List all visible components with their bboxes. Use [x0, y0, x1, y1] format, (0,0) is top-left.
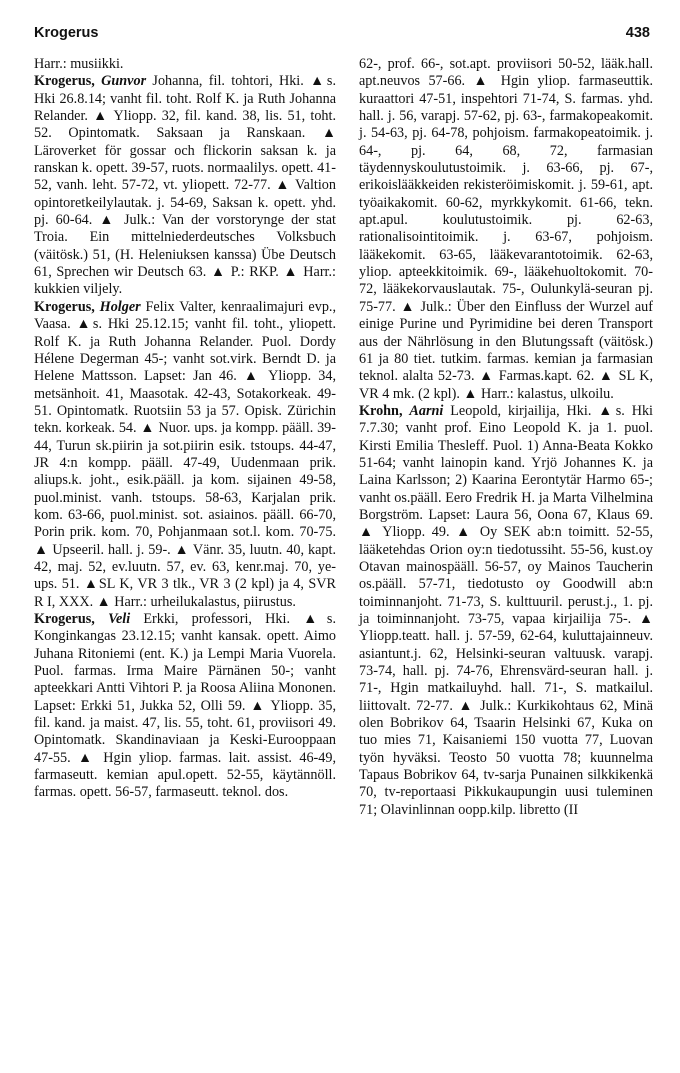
biography-entry — [34, 611, 336, 802]
entry-given-name: Holger — [99, 298, 141, 315]
page-number: 438 — [625, 25, 650, 41]
entry-text: Leopold, kirjailija, Hki. ▲s. Hki 7.7.30; vanht prof. Eino Leopold K. ja 1. puol. Kirsti Emilia Thesleff. Puol. 1) Anna-Beata Kokko 51-64; vanht lainopin kand. Yrjö Johannes K. ja Laina Karlsson; 2) Kaarina Eerontytär Harmo 65-; vanht os.pääll. Eero Fredrik H. ja Marta Vilhelmina Borgström. Lapset: Laura 56, Oona 67, Klaus 69. ▲ Yliopp. 49. ▲ Oy SEK ab:n toimitt. 52-55, lääketehdas Orion oy:n tiedotussiht. 55-56, kust.oy Otavan mainospääll. 56-57, oy Mainos Taucherin os.pääll. 57-71, tiedotusto oy Goodwill ab:n toiminnanjoht. 71-73, S. kulttuuril. perust.j., 1. pj. ja toiminnanjoht. 73-75, vapaa kirjailija 75-. ▲ Yliopp.teatt. hall. j. 57-59, 62-64, kuluttajainneuv. asiantunt.j. 62, Helsinki-seuran valtuusk. varapj. 73-74, hall. pj. 74-76, Ehrensvärd-seuran hall. j. 71-, Hgin matkailuyhd. hall. 71-, S. matkailul. liittovalt. 72-77. ▲ Julk.: Kurkikohtaus 62, Minä olen Bobrikov 64, Tsaarin Helsinki 67, Kuka on tuo mies 71, Kaisaniemi 150 vuotta 77, Luovan työn hyväksi. Teosto 50 vuotta 78; kuunnelma Tapaus Bobrikov 64, tv-sarja Punainen silkkikenkä 70, tv-reportaasi Pikkukaupungin uusi tuleminen 71; Olavinlinnan oopp.kilp. libretto (II — [359, 402, 653, 818]
entry-text: Johanna, fil. tohtori, Hki. ▲s. Hki 26.8.14; vanht fil. toht. Rolf K. ja Ruth Johanna Relander. ▲ Yliopp. 32, fil. kand. 38, lis. 51, toht. 52. Opintomatk. Saksaan ja Ranskaan. ▲ Läroverket för gossar och flickorin saksan k. ja ranskan k. opett. 39-57, ruots. normaalilys. opett. 41-52, vanh. leht. 57-72, vt. yliopett. 72-77. ▲ Valtion opintoretkeilylautak. j. 54-69, Saksan k. opett. yhd. pj. 60-64. ▲ Julk.: Van der vorstorynge der stat Troia. Ein mittelniederdeutsches Volksbuch (väitösk.) 51, (H. Heleniuksen kanssa) Übe Deutsch 61, Sprechen wir Deutsch 63. ▲ P.: RKP. ▲ Harr.: kukkien viljely. — [34, 73, 336, 298]
entry-given-name: Veli — [108, 611, 131, 627]
head-word: Krogerus — [34, 25, 99, 41]
entry-surname: Krogerus, — [34, 73, 95, 90]
biography-entry — [359, 403, 653, 819]
right-column — [359, 56, 653, 819]
entry-surname: Krogerus, — [34, 298, 95, 315]
biography-entry — [34, 73, 336, 298]
continuation-text: 62-, prof. 66-, sot.apt. proviisori 50-52, lääk.hall. apt.neuvos 57-66. ▲ Hgin yliop. farmaseuttik. kuraattori 47-51, inspehtori 71-74, S. farmas. yhd. hall. j. 56, varapj. 57-62, pj. 63-, farmakopeakomit. j. 54-63, pj. 64-78, pohjoism. farmakopeatoimik. j. 64-, pj. 64, 68, 72, farmasian täydennyskoulutustoimik. j. 63-66, pj. 67-, erikoislääkkeiden rekisteröimiskomit. j. 59-61, apt. työaikakomit. 60-62, myrkkykomit. 61-66, tekn. apt.apul. koulutustoimik. pj. 62-63, rationalisointitoimik. j. 63-67, pohjoism. lääkekomit. 63-65, lääkevarantotoimik. 62-63, yliop. apteekkitoimik. 69-, lääkehuoltokomit. 70-72, lääkekorvauslautak. 75-, Oulunkylä-seuran pj. 75-77. ▲ Julk.: Über den Einfluss der Wurzel auf einige Purine und Pyrimidine bei deren Transport aus der Nährlösung in den Blutungssaft (väitösk.) 61 ja 80 tiet. tutkim. farmas. kemian ja farmasian teknol. alalta 52-73. ▲ Farmas.kapt. 62. ▲ SL K, VR 4 mk. (2 kpl). ▲ Harr.: kalastus, ulkoilu. — [359, 56, 653, 402]
entry-text: Erkki, professori, Hki. ▲s. Konginkangas 23.12.15; vanht kansak. opett. Aimo Juhana Ritoniemi (ent. K.) ja Lempi Maria Vuorela. Puol. farmas. Irma Maire Pärnänen 50-; vanht apteekkari Antti Vihtori P. ja Roosa Aliina Mononen. Lapset: Erkki 51, Jukka 52, Olli 59. ▲ Yliopp. 35, fil. kand. ja maist. 47, lis. 55, toht. 61, proviisori 49. Opintomatk. Skandinaviaan ja Keski-Eurooppaan 47-55. ▲ Hgin yliop. farmas. lait. assist. 46-49, farmaseutt. kemian apul.opett. 52-55, käytännöll. farmas. opett. 56-57, farmaseutt. teknol. dos. — [34, 611, 337, 801]
entry-given-name: Aarni — [409, 402, 444, 419]
biography-entry — [34, 299, 336, 611]
entry-text: Felix Valter, kenraalimajuri evp., Vaasa. ▲s. Hki 25.12.15; vanht fil. toht., yliopett. Rolf K. ja Ruth Johanna Relander. Puol. Dordy Hélene Degerman 45-; vanht sot.virk. Berndt D. ja Helene Mattsson. Lapset: Jan 46. ▲ Yliopp. 34, metsänhoit. 41, Maasotak. 42-43, Sotakorkeak. 49-51. Opintomatk. Ruotsiin 53 ja 57. Opisk. Zürichin tekn. korkeak. 54. ▲ Nuor. ups. ja kompp. pääll. 39-44, Turun sk.piirin ja sot.piirin esik. tstoups. 44-47, JR 4:n kompp. pääll. 47-49, Uudenmaan prik. aliups.k. joht., esik.pääll. ja kom. sijainen 49-58, puol.minist. vanh. tstoups. 58-63, Karjalan prik. kom. 63-66, puol.minist. sot. asiainos. pääll. 66-70, Porin prik. kom. 70, Pohjanmaan sot.l. kom. 70-75. ▲ Upseeril. hall. j. 59-. ▲ Vänr. 35, luutn. 40, kapt. 42, maj. 52, ev.luutn. 57, ev. 63, kenr.maj. 70, ye-ups. 51. ▲SL K, VR 3 tlk., VR 3 (2 kpl) ja 4, SVR R I, XXX. ▲ Harr.: urheilukalastus, piirustus. — [34, 298, 337, 610]
entry-surname: Krogerus, — [34, 611, 95, 627]
entry-surname: Krohn, — [359, 402, 403, 419]
entry-given-name: Gunvor — [101, 73, 147, 90]
continuation-text: Harr.: musiikki. — [34, 56, 124, 72]
running-head — [34, 25, 650, 45]
left-column — [34, 56, 336, 802]
